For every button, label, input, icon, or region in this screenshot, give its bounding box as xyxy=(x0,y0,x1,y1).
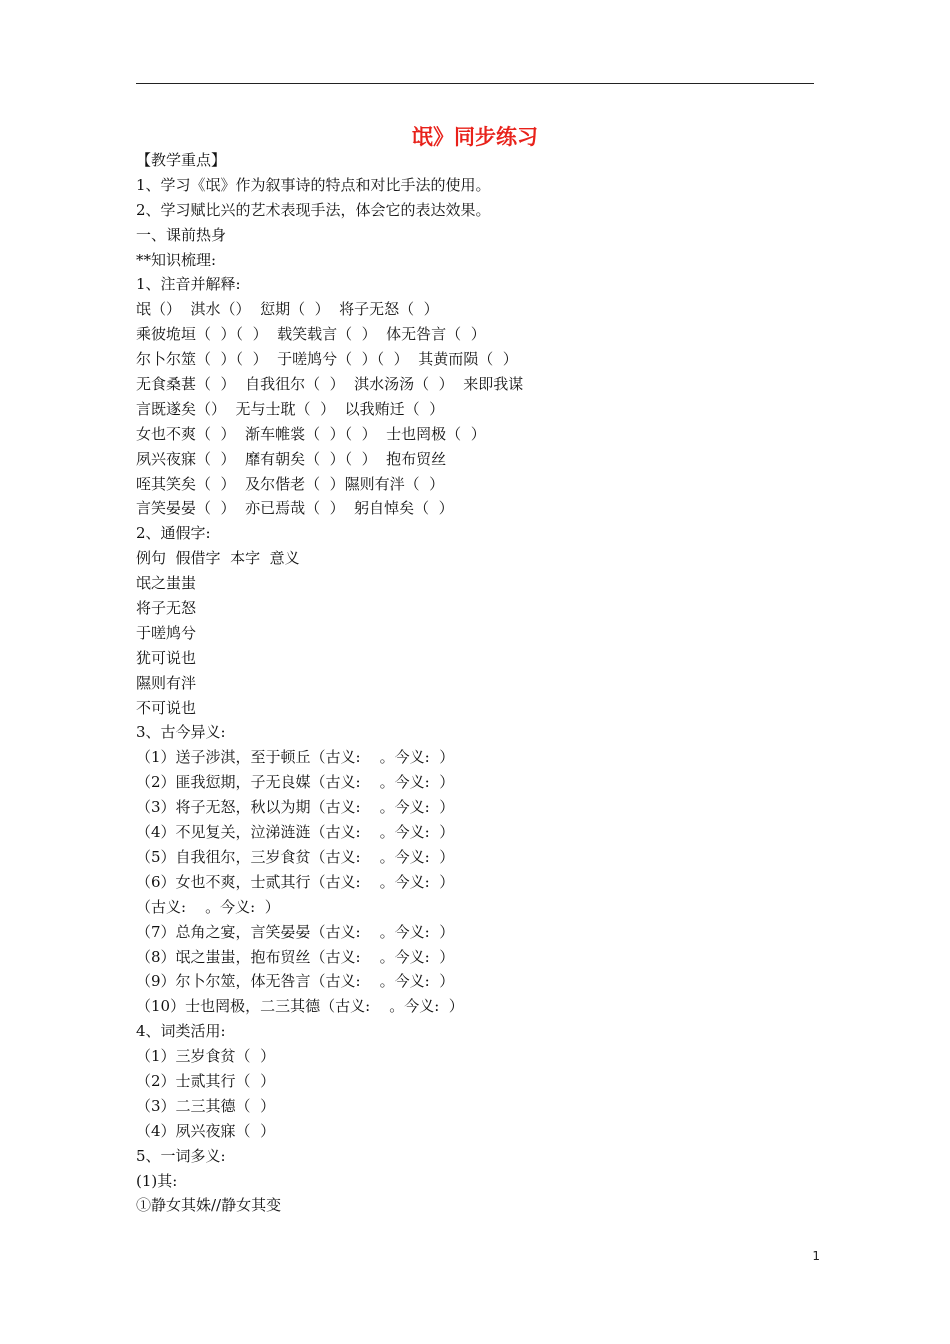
body-line: 女也不爽（ ） 渐车帷裳（ ）（ ） 士也罔极（ ） xyxy=(136,424,486,443)
body-line: （7）总角之宴，言笑晏晏（古义: 。今义: ） xyxy=(136,922,455,941)
body-line: 2、通假字: xyxy=(136,524,211,543)
body-line: 氓之蚩蚩 xyxy=(136,574,197,593)
body-line: 犹可说也 xyxy=(136,648,197,667)
page-number: 1 xyxy=(812,1249,820,1263)
body-line: 隰则有泮 xyxy=(136,673,197,692)
body-line: （2）匪我愆期，子无良媒（古义: 。今义: ） xyxy=(136,773,455,792)
body-line: （10）士也罔极，二三其德（古义: 。今义: ） xyxy=(136,997,464,1016)
body-line: （5）自我徂尔，三岁食贫（古义: 。今义: ） xyxy=(136,847,455,866)
body-line: （4）夙兴夜寐（ ） xyxy=(136,1121,276,1140)
body-line: （8）氓之蚩蚩，抱布贸丝（古义: 。今义: ） xyxy=(136,947,455,966)
body-line: 夙兴夜寐（ ） 靡有朝矣（ ）（ ） 抱布贸丝 xyxy=(136,449,447,468)
body-line: （4）不见复关，泣涕涟涟（古义: 。今义: ） xyxy=(136,823,455,842)
body-line: （1）三岁食贫（ ） xyxy=(136,1047,276,1066)
body-line: 【教学重点】 xyxy=(136,151,227,169)
body-line: 5、一词多义: xyxy=(136,1146,226,1165)
header-rule xyxy=(136,83,814,84)
body-line: 言笑晏晏（ ） 亦已焉哉（ ） 躬自悼矣（ ） xyxy=(136,499,454,518)
body-line: （3）二三其德（ ） xyxy=(136,1096,276,1115)
body-line: 于嗟鸠兮 xyxy=(136,623,197,642)
body-line: 乘彼垝垣（ ）（ ） 载笑载言（ ） 体无咎言（ ） xyxy=(136,325,486,344)
body-line: （2）士贰其行（ ） xyxy=(136,1071,276,1090)
body-line: **知识梳理: xyxy=(136,250,217,269)
body-line: 4、词类活用: xyxy=(136,1022,226,1041)
document-title: 氓》同步练习 xyxy=(412,124,538,149)
document-body xyxy=(136,148,816,1218)
body-line: 氓（） 淇水（） 愆期（ ） 将子无怒（ ） xyxy=(136,300,439,319)
body-line: 言既遂矣（） 无与士耽（ ） 以我贿迁（ ） xyxy=(136,399,445,418)
body-line: （6）女也不爽，士贰其行（古义: 。今义: ） xyxy=(136,872,455,891)
body-line: 例句 假借字 本字 意义 xyxy=(136,549,300,568)
body-line: 不可说也 xyxy=(136,698,197,717)
body-line: （9）尔卜尔筮，体无咎言（古义: 。今义: ） xyxy=(136,972,455,991)
body-line: （古义: 。今义: ） xyxy=(136,897,280,916)
body-line: 一、课前热身 xyxy=(136,225,227,244)
body-line: ①静女其姝//静女其变 xyxy=(136,1196,282,1215)
body-line: 2、学习赋比兴的艺术表现手法，体会它的表达效果。 xyxy=(136,200,491,219)
body-line: 尔卜尔筮（ ）（ ） 于嗟鸠兮（ ）（ ） 其黄而陨（ ） xyxy=(136,350,518,369)
body-line: 1、学习《氓》作为叙事诗的特点和对比手法的使用。 xyxy=(136,175,491,194)
body-line: （1）送子涉淇，至于顿丘（古义: 。今义: ） xyxy=(136,748,455,767)
body-line: 无食桑葚（ ） 自我徂尔（ ） 淇水汤汤（ ） 来即我谋 xyxy=(136,375,524,394)
body-line: 将子无怒 xyxy=(136,599,197,618)
body-line: 咥其笑矣（ ） 及尔偕老（ ）隰则有泮（ ） xyxy=(136,474,445,493)
body-line: 1、注音并解释: xyxy=(136,275,241,294)
body-line: （3）将子无怒，秋以为期（古义: 。今义: ） xyxy=(136,798,455,817)
body-line: 3、古今异义: xyxy=(136,723,226,742)
body-line: (1)其: xyxy=(136,1171,178,1190)
